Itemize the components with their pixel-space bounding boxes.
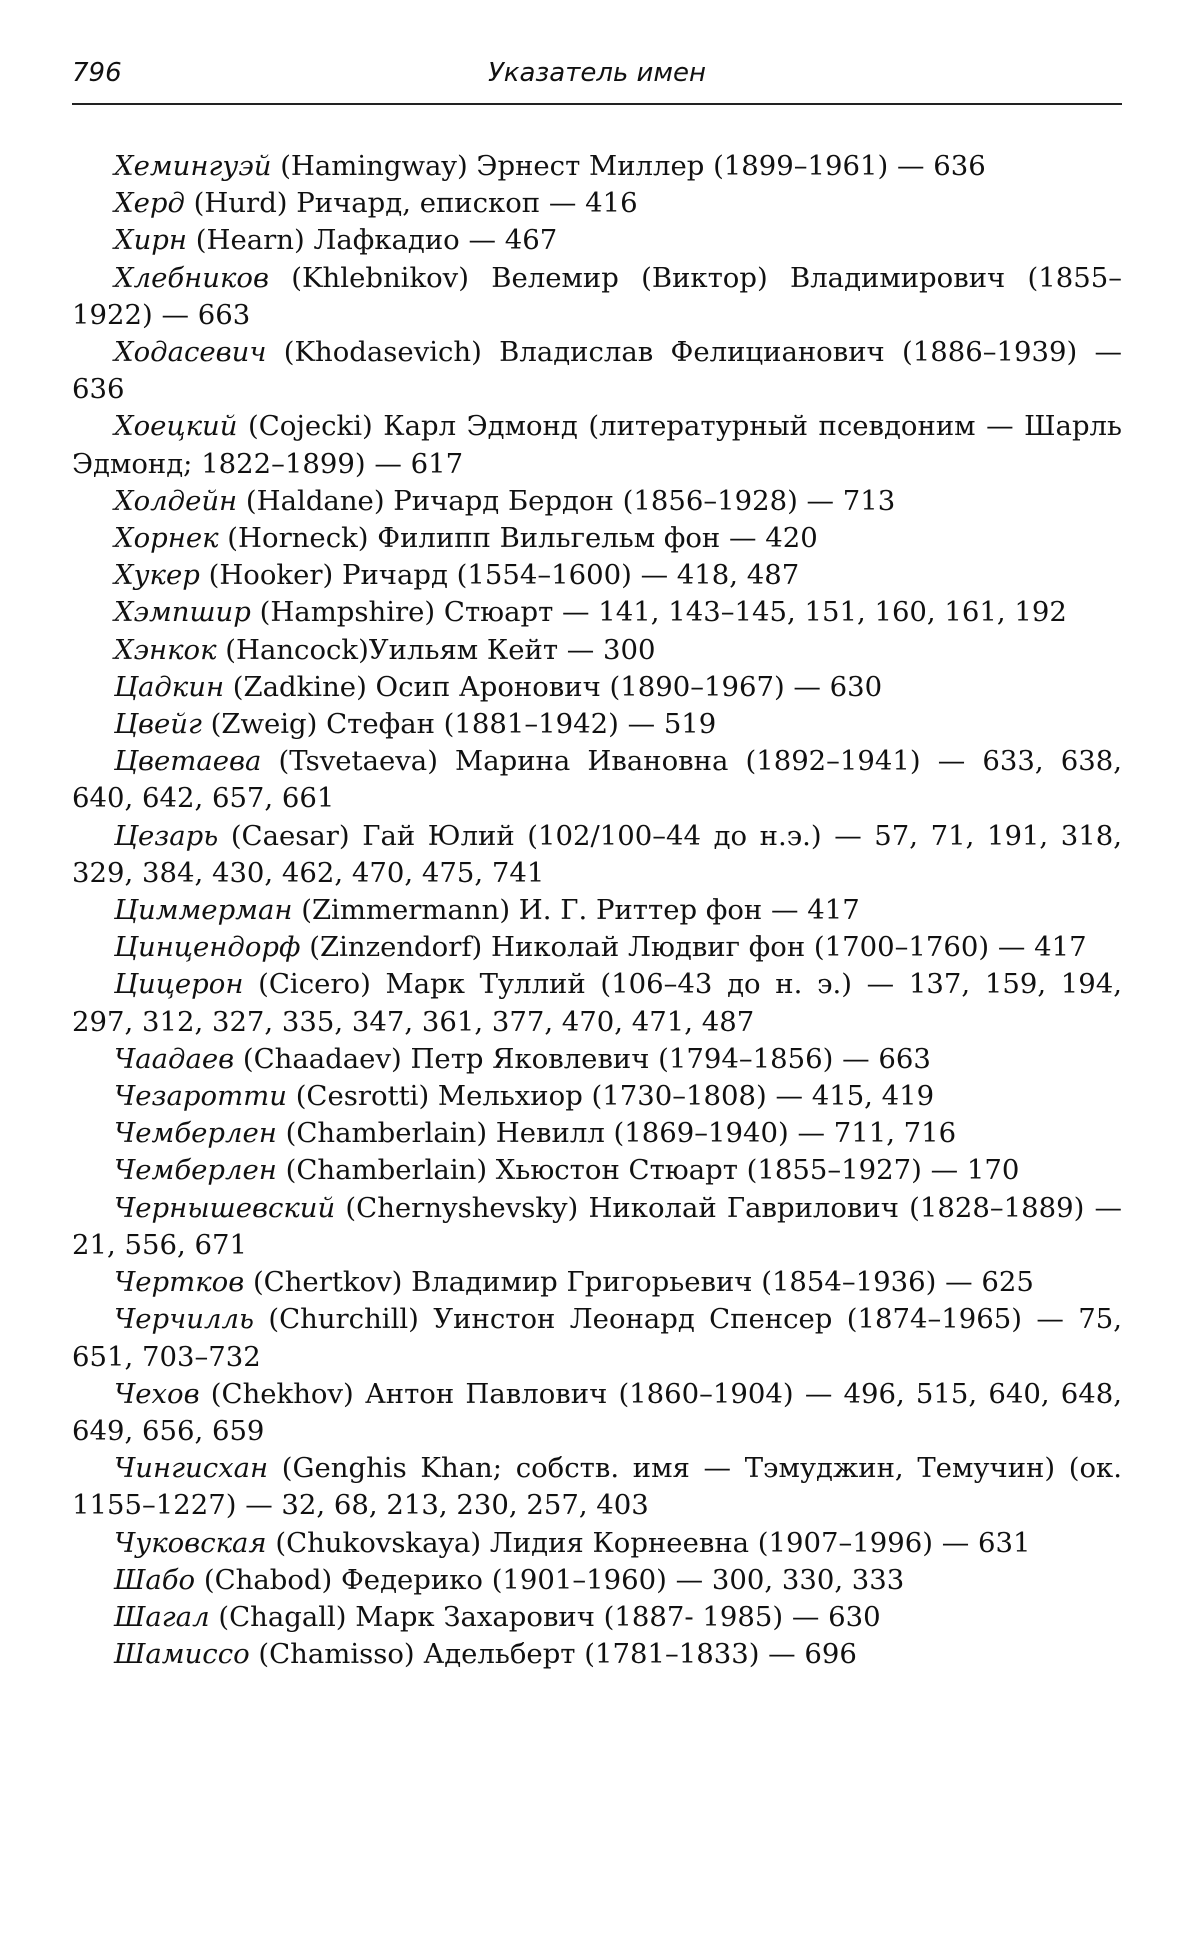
entry-details: (Hancock)Уильям Кейт — 300 (216, 633, 656, 666)
entry-details: (Chamberlain) Невилл (1869–1940) — 711, 716 (276, 1117, 957, 1150)
index-entry (72, 892, 1122, 929)
entry-surname: Хукер (114, 559, 200, 592)
entry-details: (Horneck) Филипп Вильгельм фон — 420 (218, 522, 818, 555)
index-entry (72, 1599, 1122, 1636)
entry-surname: Хэмпшир (114, 596, 251, 629)
index-entry (72, 1562, 1122, 1599)
index-entry (72, 1636, 1122, 1673)
entry-details: (Hurd) Ричард, епископ — 416 (184, 187, 638, 220)
entry-surname: Цезарь (114, 819, 219, 852)
entry-details: (Chekhov) Антон Павлович (1860–1904) — 496, 515, 640, 648, 649, 656, 659 (72, 1377, 1122, 1447)
entry-surname: Хорнек (114, 522, 219, 555)
index-entry (72, 408, 1122, 482)
entry-details: (Chernyshevsky) Николай Гаврилович (1828–1889) — 21, 556, 671 (72, 1191, 1122, 1261)
entry-surname: Шагал (114, 1600, 210, 1633)
entry-details: (Chaadaev) Петр Яковлевич (1794–1856) — 663 (234, 1042, 931, 1075)
entry-details: (Cicero) Марк Туллий (106–43 до н. э.) — 137, 159, 194, 297, 312, 327, 335, 347, 361, 377, 470, 471, 487 (72, 968, 1122, 1038)
index-entry (72, 1450, 1122, 1524)
index-entry (72, 929, 1122, 966)
entry-surname: Херд (114, 187, 185, 220)
entry-surname: Цинцендорф (114, 931, 301, 964)
entry-surname: Хэнкок (114, 633, 217, 666)
entry-surname: Чезаротти (114, 1080, 287, 1113)
index-entry (72, 966, 1122, 1040)
entry-details: (Chamisso) Адельберт (1781–1833) — 696 (249, 1638, 857, 1671)
entry-surname: Чернышевский (114, 1191, 336, 1224)
page-number: 796 (72, 58, 122, 88)
index-entry (72, 483, 1122, 520)
entry-details: (Cojecki) Карл Эдмонд (литературный псевдоним — Шарль Эдмонд; 1822–1899) — 617 (72, 410, 1122, 480)
entry-details: (Chagall) Марк Захарович (1887- 1985) — 630 (209, 1600, 881, 1633)
entry-surname: Хоецкий (114, 410, 238, 443)
index-entry (72, 1078, 1122, 1115)
entry-surname: Хирн (114, 224, 188, 257)
entry-details: (Genghis Khan; собств. имя — Тэмуджин, Темучин) (ок. 1155–1227) — 32, 68, 213, 230, 257, 403 (72, 1452, 1122, 1522)
entry-surname: Чуковская (114, 1526, 267, 1559)
entry-surname: Ходасевич (114, 336, 267, 369)
entry-details: (Chamberlain) Хьюстон Стюарт (1855–1927) — 170 (276, 1154, 1020, 1187)
entry-surname: Цицерон (114, 968, 244, 1001)
index-entry (72, 148, 1122, 185)
entry-surname: Шамиссо (114, 1638, 250, 1671)
running-title: Указатель имен (487, 58, 707, 88)
index-entry (72, 334, 1122, 408)
entry-details: (Chukovskaya) Лидия Корнеевна (1907–1996) — 631 (266, 1526, 1031, 1559)
name-index-list (72, 148, 1122, 1673)
entry-surname: Хлебников (114, 261, 269, 294)
entry-surname: Цвейг (114, 708, 202, 741)
entry-surname: Цадкин (114, 670, 225, 703)
entry-details: (Hooker) Ричард (1554–1600) — 418, 487 (199, 559, 800, 592)
index-entry (72, 1115, 1122, 1152)
index-entry (72, 222, 1122, 259)
header-rule (72, 103, 1122, 105)
entry-surname: Чингисхан (114, 1452, 269, 1485)
index-entry (72, 1264, 1122, 1301)
entry-details: (Zadkine) Осип Аронович (1890–1967) — 630 (224, 670, 883, 703)
entry-surname: Цветаева (114, 745, 262, 778)
index-entry (72, 557, 1122, 594)
entry-details: (Caesar) Гай Юлий (102/100–44 до н.э.) — 57, 71, 191, 318, 329, 384, 430, 462, 470, 475, 741 (72, 819, 1122, 889)
entry-details: (Zimmermann) И. Г. Риттер фон — 417 (292, 894, 860, 927)
index-entry (72, 818, 1122, 892)
entry-surname: Холдейн (114, 484, 238, 517)
entry-surname: Чемберлен (114, 1154, 277, 1187)
entry-surname: Циммерман (114, 894, 293, 927)
entry-details: (Cesrotti) Мельхиор (1730–1808) — 415, 419 (286, 1080, 935, 1113)
index-entry (72, 1376, 1122, 1450)
index-entry (72, 594, 1122, 631)
index-entry (72, 632, 1122, 669)
entry-surname: Шабо (114, 1563, 196, 1596)
index-entry (72, 260, 1122, 334)
entry-details: (Khodasevich) Владислав Фелицианович (1886–1939) — 636 (72, 336, 1122, 406)
index-entry (72, 185, 1122, 222)
entry-surname: Чехов (114, 1377, 200, 1410)
entry-details: (Hearn) Лафкадио — 467 (187, 224, 558, 257)
entry-details: (Hamingway) Эрнест Миллер (1899–1961) — 636 (271, 150, 986, 182)
index-entry (72, 520, 1122, 557)
index-entry (72, 743, 1122, 817)
entry-details: (Zweig) Стефан (1881–1942) — 519 (201, 708, 717, 741)
index-entry (72, 1041, 1122, 1078)
entry-surname: Хемингуэй (114, 150, 272, 182)
entry-details: (Chertkov) Владимир Григорьевич (1854–1936) — 625 (244, 1266, 1034, 1299)
entry-surname: Чаадаев (114, 1042, 235, 1075)
entry-details: (Chabod) Федерико (1901–1960) — 300, 330, 333 (195, 1563, 905, 1596)
index-entry (72, 1301, 1122, 1375)
entry-details: (Hampshire) Стюарт — 141, 143–145, 151, 160, 161, 192 (250, 596, 1067, 629)
index-entry (72, 706, 1122, 743)
entry-surname: Чертков (114, 1266, 245, 1299)
entry-surname: Чемберлен (114, 1117, 277, 1150)
entry-details: (Haldane) Ричард Бердон (1856–1928) — 713 (237, 484, 896, 517)
entry-details: (Khlebnikov) Велемир (Виктор) Владимирович (1855–1922) — 663 (72, 261, 1122, 331)
index-entry (72, 1152, 1122, 1189)
page-header (72, 54, 1122, 94)
index-entry (72, 669, 1122, 706)
entry-surname: Черчилль (114, 1303, 254, 1336)
index-entry (72, 1190, 1122, 1264)
entry-details: (Zinzendorf) Николай Людвиг фон (1700–1760) — 417 (300, 931, 1087, 964)
entry-details: (Tsvetaeva) Марина Ивановна (1892–1941) — 633, 638, 640, 642, 657, 661 (72, 745, 1122, 815)
index-entry (72, 1525, 1122, 1562)
entry-details: (Churchill) Уинстон Леонард Спенсер (1874–1965) — 75, 651, 703–732 (72, 1303, 1122, 1373)
